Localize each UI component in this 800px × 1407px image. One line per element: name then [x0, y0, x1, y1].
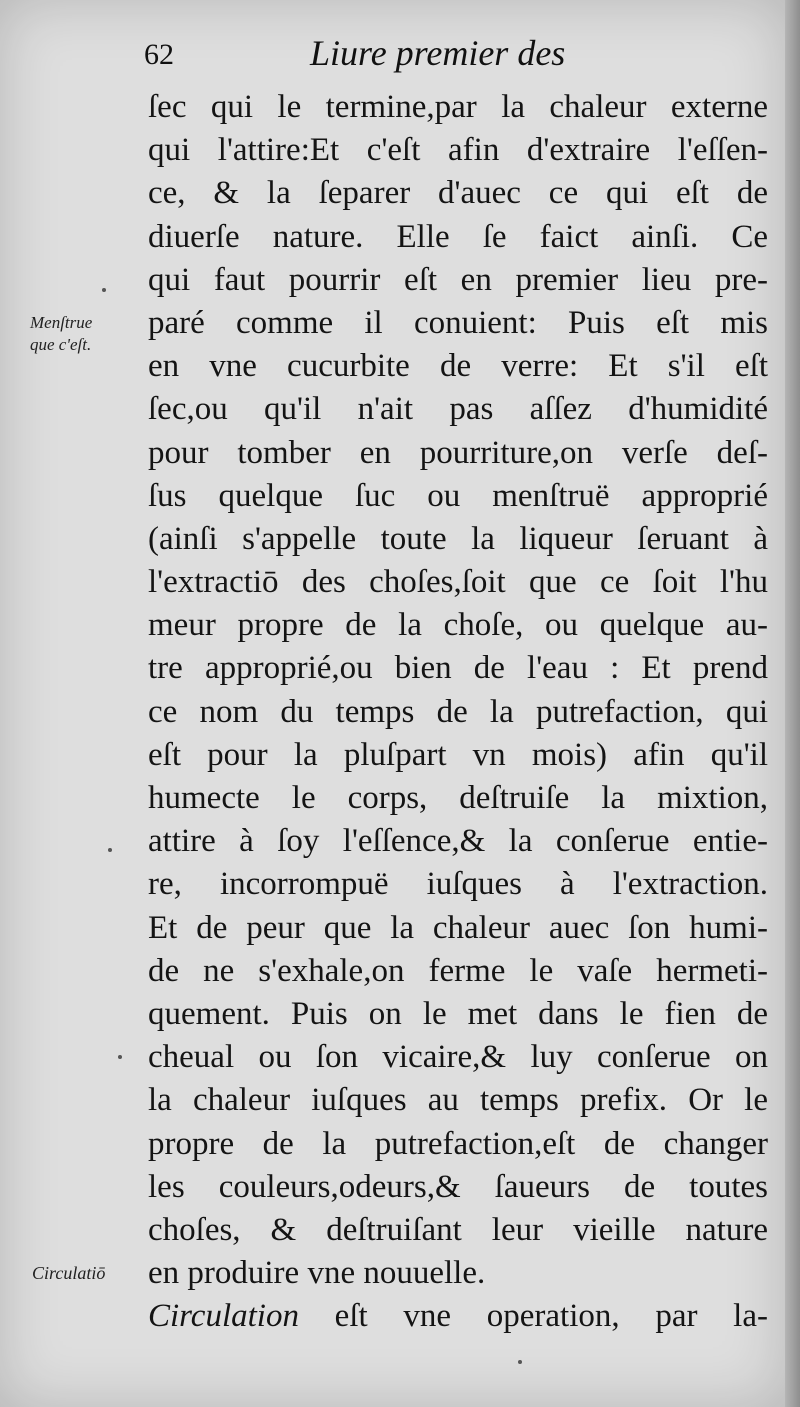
text-line: pour tomber en pourriture,on verſe deſ-	[148, 434, 768, 471]
text-line: qui faut pourrir eſt en premier lieu pre-	[148, 261, 768, 298]
text-line: l'extractiō des choſes,ſoit que ce ſoit l'hu	[148, 564, 768, 601]
text-line: humecte le corps, deſtruiſe la mixtion,	[148, 780, 768, 816]
text-line: choſes, & deſtruiſant leur vieille nature	[148, 1211, 768, 1248]
margin-note-menstrue	[30, 312, 92, 356]
text-line: ce, & la ſeparer d'auec ce qui eſt de	[148, 175, 768, 212]
text-line: (ainſi s'appelle toute la liqueur ſeruant à	[148, 520, 768, 557]
text-line: ſec qui le termine,par la chaleur externe	[148, 89, 768, 125]
text-line: de ne s'exhale,on ferme le vaſe hermeti-	[148, 952, 768, 989]
text-line: cheual ou ſon vicaire,& luy conſerue on	[148, 1039, 768, 1076]
text-line: ſec,ou qu'il n'ait pas aſſez d'humidité	[148, 391, 768, 428]
text-line: quement. Puis on le met dans le fien de	[148, 995, 768, 1032]
text-line: attire à ſoy l'eſſence,& la conſerue entie-	[148, 823, 768, 860]
paper-speck	[518, 1360, 522, 1364]
text-line: ſus quelque ſuc ou menſtruë approprié	[148, 477, 768, 514]
text-line: paré comme il conuient: Puis eſt mis	[148, 304, 768, 341]
text-line: qui l'attire:Et c'eſt afin d'extraire l'eſſen-	[148, 132, 768, 169]
page-edge	[785, 0, 800, 1407]
text-line: la chaleur iuſques au temps prefix. Or le	[148, 1082, 768, 1119]
page-number: 62	[144, 38, 174, 71]
text-line: diuerſe nature. Elle ſe faict ainſi. Ce	[148, 218, 768, 255]
text-line: meur propre de la choſe, ou quelque au-	[148, 607, 768, 644]
paper-speck	[102, 288, 106, 292]
body-text	[148, 86, 768, 1338]
text-line: eſt pour la pluſpart vn mois) afin qu'il	[148, 736, 768, 773]
running-head: Liure premier des	[310, 33, 566, 73]
text-line: tre approprié,ou bien de l'eau : Et prend	[148, 650, 768, 687]
text-line: ce nom du temps de la putrefaction, qui	[148, 693, 768, 730]
paper-speck	[118, 1055, 122, 1059]
text-line: propre de la putrefaction,eſt de changer	[148, 1125, 768, 1162]
margin-note-circulation: Circulatiō	[32, 1263, 106, 1283]
text-line: en vne cucurbite de verre: Et s'il eſt	[148, 348, 768, 385]
text-line: re, incorrompuë iuſques à l'extraction.	[148, 866, 768, 903]
text-line: Et de peur que la chaleur auec ſon humi-	[148, 909, 768, 946]
circulation-term: Circulation	[148, 1298, 299, 1335]
text-line-circulation	[148, 1295, 768, 1338]
text-line: les couleurs,odeurs,& ſaueurs de toutes	[148, 1168, 768, 1205]
page-header	[140, 30, 600, 80]
margin-note-menstrue-line2: que c'eſt.	[30, 335, 92, 354]
margin-note-menstrue-line1: Menſtrue	[30, 313, 93, 332]
paper-speck	[108, 848, 112, 852]
circulation-line-rest: eſt vne operation, par la-	[298, 1298, 768, 1335]
text-line: en produire vne nouuelle.	[148, 1255, 486, 1292]
